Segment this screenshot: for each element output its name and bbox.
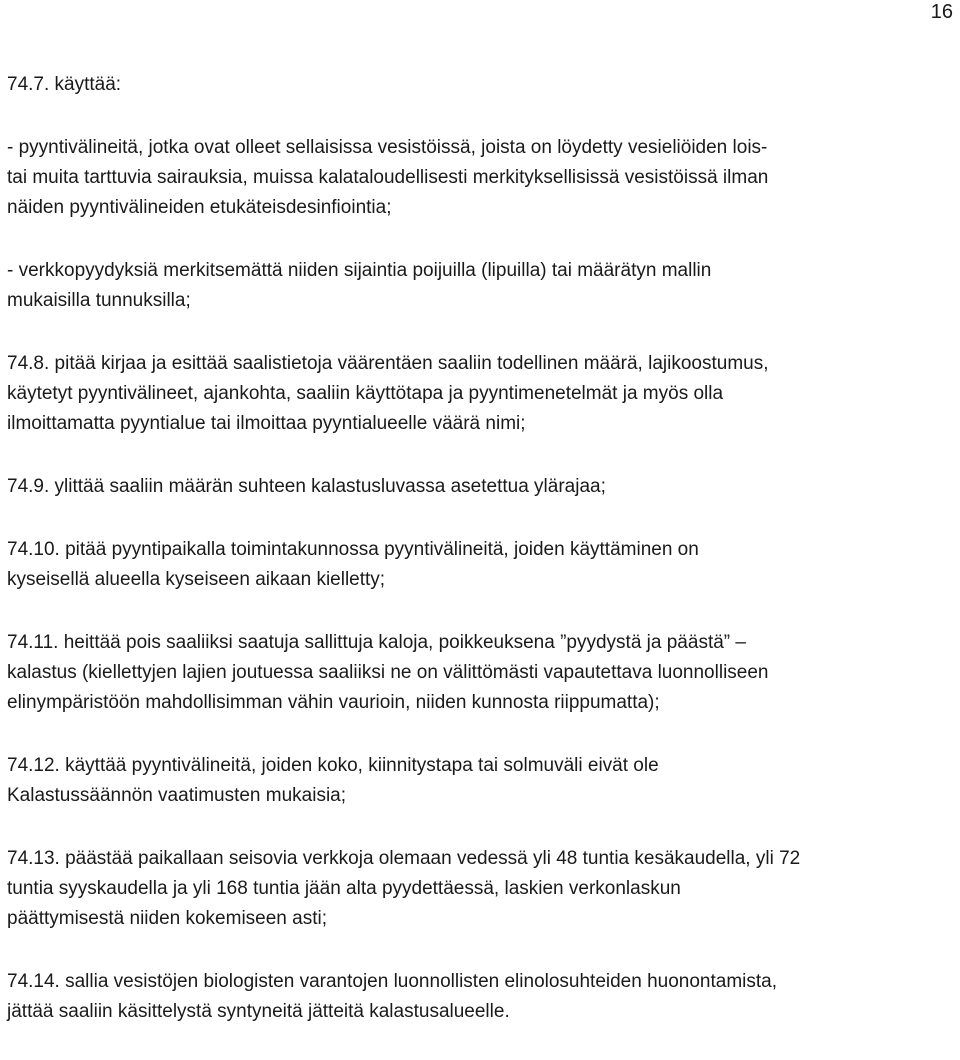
text-line: käytetyt pyyntivälineet, ajankohta, saaliin käyttötapa ja pyyntimenetelmät ja myös olla (7, 383, 724, 404)
text-line: tuntia syyskaudella ja yli 168 tuntia jään alta pyydettäessä, laskien verkonlaskun (7, 878, 681, 899)
text-line: 74.9. ylittää saaliin määrän suhteen kalastusluvassa asetettua ylärajaa; (7, 476, 606, 497)
paragraph-74-7 (7, 70, 955, 100)
paragraph-74-13 (7, 844, 955, 934)
text-line: mukaisilla tunnuksilla; (7, 290, 191, 311)
paragraph-74-12 (7, 751, 955, 811)
paragraph-74-10 (7, 535, 955, 595)
text-line: 74.13. päästää paikallaan seisovia verkkoja olemaan vedessä yli 48 tuntia kesäkaudella, yli 72 (7, 848, 801, 869)
document-body (7, 70, 955, 1060)
text-line: 74.12. käyttää pyyntivälineitä, joiden koko, kiinnitystapa tai solmuväli eivät ole (7, 755, 659, 776)
text-line: näiden pyyntivälineiden etukäteisdesinfiointia; (7, 197, 392, 218)
text-line: ilmoittamatta pyyntialue tai ilmoittaa pyyntialueelle väärä nimi; (7, 413, 526, 434)
text-line: kyseisellä alueella kyseiseen aikaan kielletty; (7, 569, 386, 590)
text-line: päättymisestä niiden kokemiseen asti; (7, 908, 327, 929)
paragraph-74-11 (7, 628, 955, 718)
text-line: 74.7. käyttää: (7, 74, 122, 95)
paragraph-74-7-item-1 (7, 133, 955, 223)
text-line: tai muita tarttuvia sairauksia, muissa kalataloudellisesti merkityksellisissä vesistöissä ilman (7, 167, 769, 188)
paragraph-74-7-item-2 (7, 256, 955, 316)
text-line: - verkkopyydyksiä merkitsemättä niiden sijaintia poijuilla (lipuilla) tai määrätyn mallin (7, 260, 712, 281)
paragraph-74-8 (7, 349, 955, 439)
paragraph-74-9 (7, 472, 955, 502)
text-line: kalastus (kiellettyjen lajien joutuessa saaliiksi ne on välittömästi vapautettava luonnolliseen (7, 662, 769, 683)
text-line: Kalastussäännön vaatimusten mukaisia; (7, 785, 347, 806)
paragraph-74-14 (7, 967, 955, 1027)
text-line: 74.11. heittää pois saaliiksi saatuja sallittuja kaloja, poikkeuksena ”pyydystä ja päästä” – (7, 632, 746, 653)
text-line: 74.8. pitää kirjaa ja esittää saalistietoja väärentäen saaliin todellinen määrä, lajikoostumus, (7, 353, 769, 374)
text-line: 74.14. sallia vesistöjen biologisten varantojen luonnollisten elinolosuhteiden huonontamista, (7, 971, 778, 992)
text-line: - pyyntivälineitä, jotka ovat olleet sellaisissa vesistöissä, joista on löydetty vesieliöiden lois- (7, 137, 768, 158)
text-line: jättää saaliin käsittelystä syntyneitä jätteitä kalastusalueelle. (7, 1001, 510, 1022)
text-line: 74.10. pitää pyyntipaikalla toimintakunnossa pyyntivälineitä, joiden käyttäminen on (7, 539, 699, 560)
page-number: 16 (930, 1, 953, 23)
text-line: elinympäristöön mahdollisimman vähin vaurioin, niiden kunnosta riippumatta); (7, 692, 660, 713)
